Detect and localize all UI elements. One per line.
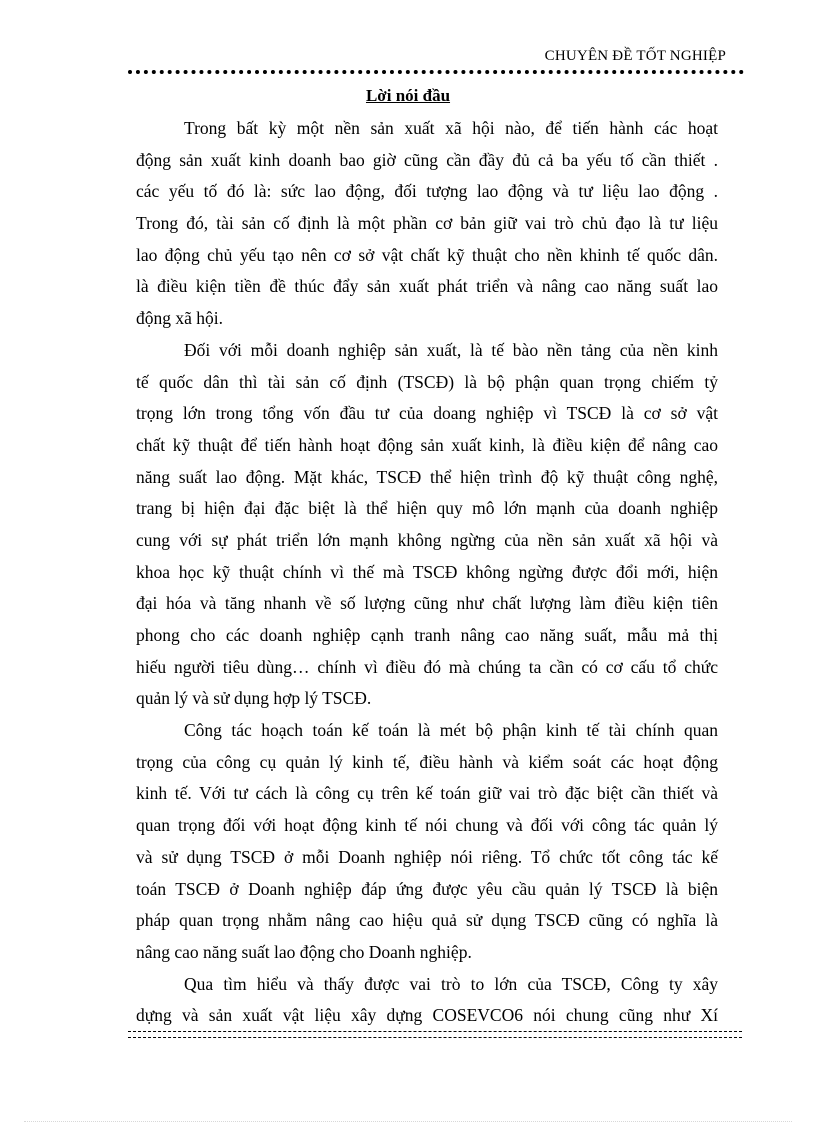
text-line: Công tác hoạch toán kế toán là mét bộ phận kinh tế tài chính quan	[184, 720, 718, 741]
text-line: nâng cao năng suất lao động cho Doanh nghiệp.	[136, 941, 472, 962]
text-line: khoa học kỹ thuật chính vì thế mà TSCĐ không ngừng được đổi mới, hiện	[136, 561, 718, 582]
text-line: quan trọng đối với hoạt động kinh tế nói chung và đối với công tác quản lý	[136, 815, 718, 836]
text-line: trang bị hiện đại đặc biệt là thể hiện quy mô lớn mạnh của doanh nghiệp	[136, 498, 718, 519]
text-line: phong cho các doanh nghiệp cạnh tranh nâng cao năng suất, mẫu mả thị	[136, 625, 718, 645]
text-line: trọng lớn trong tổng vốn đầu tư của doang nghiệp vì TSCĐ là cơ sở vật	[136, 403, 718, 424]
text-line: kinh tế. Với tư cách là công cụ trên kế toán giữ vai trò đặc biệt cần thiết và	[136, 783, 718, 804]
text-line: đại hóa và tăng nhanh về số lượng cũng như chất lượng làm điều kiện tiên	[136, 593, 718, 614]
text-line: Đối với mỗi doanh nghiệp sản xuất, là tế bào nền tảng của nền kinh	[184, 339, 718, 360]
text-line: các yếu tố đó là: sức lao động, đối tượng lao động và tư liệu lao động .	[136, 181, 718, 202]
document-title: Lời nói đầu	[365, 86, 451, 105]
text-line: động xã hội.	[136, 308, 224, 329]
page-edge-rule	[24, 1121, 792, 1122]
text-line: hiếu người tiêu dùng… chính vì điều đó mà chúng ta cần có cơ cấu tổ chức	[136, 656, 718, 677]
text-line: Qua tìm hiểu và thấy được vai trò to lớn của TSCĐ, Công ty xây	[184, 973, 718, 994]
text-line: cung với sự phát triển lớn mạnh không ngừng của nền sản xuất xã hội và	[136, 529, 718, 550]
text-line: pháp quan trọng nhằm nâng cao hiệu quả sử dụng TSCĐ cũng có nghĩa là	[136, 910, 718, 931]
text-line: lao động chủ yếu tạo nên cơ sở vật chất kỹ thuật cho nền khinh tế quốc dân.	[136, 244, 718, 265]
text-line: quản lý và sử dụng hợp lý TSCĐ.	[136, 688, 372, 709]
document-body	[136, 113, 718, 1032]
text-line: trọng của công cụ quản lý kinh tế, điều hành và kiểm soát các hoạt động	[136, 751, 718, 772]
text-line: là điều kiện tiền đề thúc đẩy sản xuất phát triển và nâng cao năng suất lao	[136, 276, 718, 297]
text-line: Trong bất kỳ một nền sản xuất xã hội nào, để tiến hành các hoạt	[184, 118, 718, 138]
text-line: chất kỹ thuật để tiến hành hoạt động sản xuất kinh, là điều kiện để nâng cao	[136, 434, 718, 455]
text-line: dựng và sản xuất vật liệu xây dựng COSEVCO6 nói chung cũng như Xí	[136, 1005, 718, 1026]
footer-double-dashed-rule	[128, 1031, 742, 1038]
text-line: động sản xuất kinh doanh bao giờ cũng cần đầy đủ cả ba yếu tố cần thiết .	[136, 149, 718, 170]
running-header-title: CHUYÊN ĐỀ TỐT NGHIỆP	[544, 48, 726, 64]
text-line: tế quốc dân thì tài sản cố định (TSCĐ) là bộ phận quan trọng chiếm tỷ	[136, 371, 718, 392]
text-line: năng suất lao động. Mặt khác, TSCĐ thể hiện trình độ kỹ thuật công nghệ,	[136, 466, 718, 487]
text-line: toán TSCĐ ở Doanh nghiệp đáp ứng được yêu cầu quản lý TSCĐ là biện	[136, 878, 718, 899]
header-dotted-rule	[128, 70, 744, 74]
text-line: Trong đó, tài sản cố định là một phần cơ bản giữ vai trò chủ đạo là tư liệu	[136, 213, 718, 234]
text-line: và sử dụng TSCĐ ở mỗi Doanh nghiệp nói riêng. Tổ chức tốt công tác kế	[136, 846, 718, 867]
